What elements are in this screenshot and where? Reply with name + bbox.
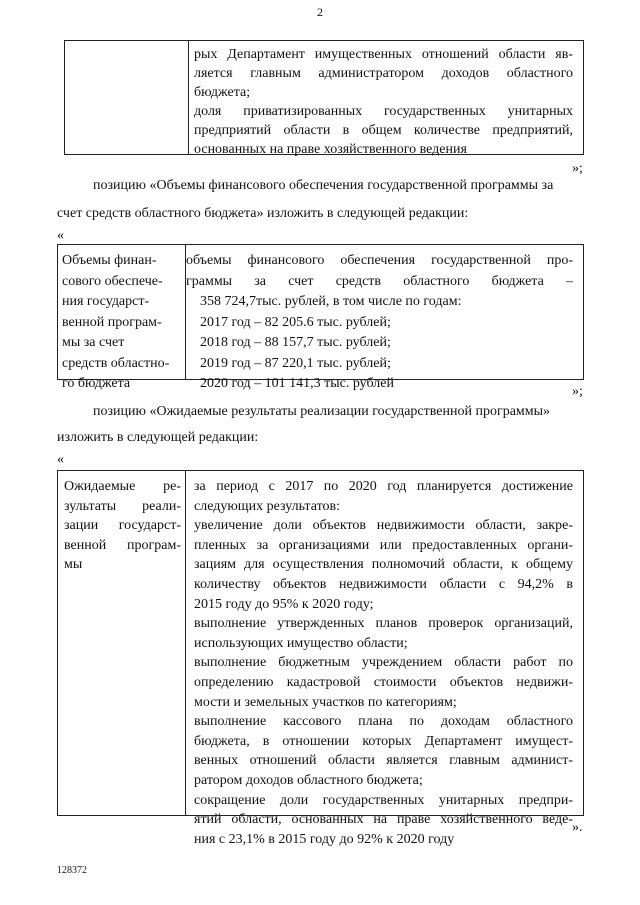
table-line: за период с 2017 по 2020 год планируется достижение xyxy=(194,479,573,494)
table-financing xyxy=(57,244,584,391)
table-line: бюджета, в отношении которых Департамент имущест- xyxy=(194,733,573,749)
closing-quote: »; xyxy=(572,161,583,176)
table-line: использующих имущество области; xyxy=(194,635,408,651)
table-line: количеству объектов недвижимости области с 94,2% в xyxy=(194,576,573,592)
table-line: пленных за организациями или предоставленных органи- xyxy=(194,537,573,553)
document-code: 128372 xyxy=(57,865,87,876)
table-cell-right xyxy=(186,245,583,391)
table-line: средств областно- xyxy=(62,355,170,371)
table-line: ратором доходов областного бюджета; xyxy=(194,772,423,788)
table-continuation xyxy=(64,40,584,155)
table-line: бюджета; xyxy=(194,85,251,100)
table-line: 2019 год – 87 220,1 тыс. рублей; xyxy=(200,355,391,371)
table-line: 2020 год – 101 141,3 тыс. рублей xyxy=(200,376,394,391)
table-line: 2017 год – 82 205.6 тыс. рублей; xyxy=(200,314,391,330)
opening-quote: « xyxy=(57,228,64,243)
table-line: мы xyxy=(64,557,83,573)
table-line: венной програм- xyxy=(64,537,181,553)
paragraph-line: позицию «Объемы финансового обеспечения государственной программы за xyxy=(93,178,554,193)
closing-quote: ». xyxy=(572,820,583,835)
table-line: определению кадастровой стоимости объектов недвижи- xyxy=(194,674,573,690)
paragraph-line: счет средств областного бюджета» изложить в следующей редакции: xyxy=(57,206,469,221)
table-line: венных отношений области является главным админист- xyxy=(194,753,573,769)
table-line: выполнение бюджетным учреждением области работ по xyxy=(194,655,573,671)
table-line: мы за счет xyxy=(62,335,125,350)
table-cell-right xyxy=(186,471,583,847)
table-line: объемы финансового обеспечения государственной про- xyxy=(186,253,573,268)
table-cell-right xyxy=(189,41,583,157)
table-line: выполнение кассового плана по доходам областного xyxy=(194,714,573,730)
opening-quote: « xyxy=(57,452,64,467)
table-line: мости и земельных участков по категориям; xyxy=(194,694,457,710)
table-line: увеличение доли объектов недвижимости области, закре- xyxy=(194,518,573,534)
table-line: ния с 23,1% в 2015 году до 92% к 2020 году xyxy=(194,831,455,847)
table-line: следующих результатов: xyxy=(194,498,341,514)
table-line: зультаты реали- xyxy=(64,498,181,514)
table-line: зациям для осуществления полномочий области, к общему xyxy=(194,557,573,573)
closing-quote: »; xyxy=(572,384,583,399)
table-line: Объемы финан- xyxy=(62,253,157,268)
table-expected-results xyxy=(57,470,584,847)
table-cell-left-empty xyxy=(65,41,189,154)
table-cell-left xyxy=(58,245,186,391)
table-line: ятий области, основанных на праве хозяйственного веде- xyxy=(194,812,573,828)
paragraph-line: изложить в следующей редакции: xyxy=(57,430,259,445)
table-line: основанных на праве хозяйственного ведения xyxy=(194,142,467,157)
table-cell-left xyxy=(58,471,186,815)
table-line: 2015 году до 95% к 2020 году; xyxy=(194,596,374,612)
table-line: го бюджета xyxy=(62,376,131,391)
paragraph-line: позицию «Ожидаемые результаты реализации государственной программы» xyxy=(93,404,551,419)
table-line: доля приватизированных государственных унитарных xyxy=(194,104,573,119)
table-line: 358 724,7тыс. рублей, в том числе по годам: xyxy=(200,294,462,309)
table-line: предприятий области в общем количестве предприятий, xyxy=(194,123,573,138)
page-number: 2 xyxy=(317,5,323,19)
table-line: Ожидаемые ре- xyxy=(64,479,181,494)
table-line: граммы за счет средств областного бюджета – xyxy=(186,273,573,289)
table-line: ния государст- xyxy=(62,294,150,309)
table-line: ляется главным администратором доходов областного xyxy=(194,66,573,81)
table-line: сокращение доли государственных унитарных предпри- xyxy=(194,792,573,808)
table-line: сового обеспече- xyxy=(62,273,163,289)
table-line: зации государст- xyxy=(64,518,181,534)
table-line: 2018 год – 88 157,7 тыс. рублей; xyxy=(200,335,391,350)
table-line: венной програм- xyxy=(62,314,162,330)
table-line: выполнение утвержденных планов проверок организаций, xyxy=(194,616,573,632)
table-line: рых Департамент имущественных отношений области яв- xyxy=(194,47,573,62)
